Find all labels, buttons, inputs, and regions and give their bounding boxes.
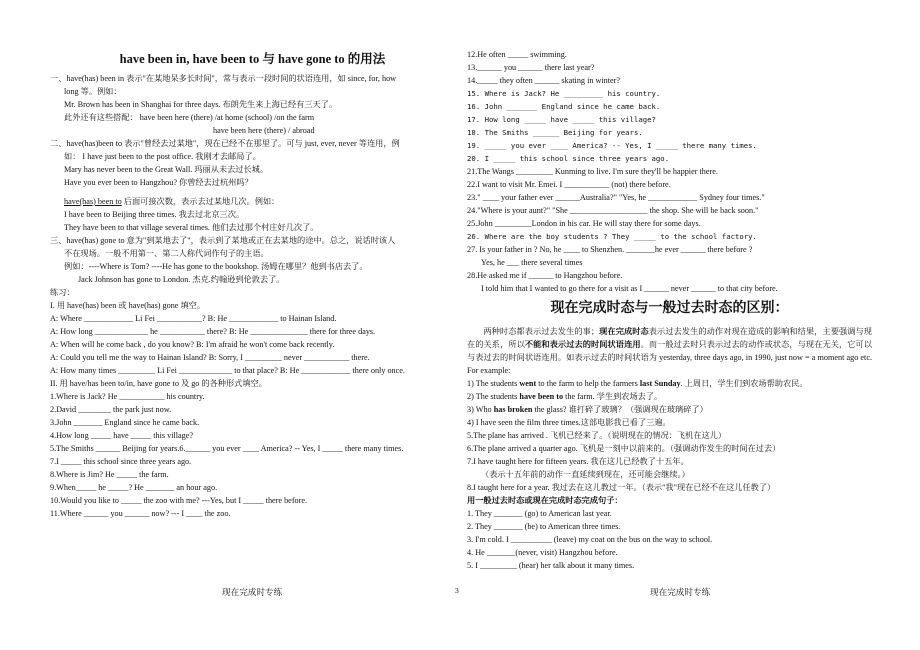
intro-part-e: 。而一般过去时只表示过去的动作或状态，与现在无关，它可以与表过去的时间状语连用。如表示过去的时间状语为 yesterday, three days ago, in 1990, just now = a moment ago etc. For example: (467, 340, 872, 375)
section1-example: Mr. Brown has been in Shanghai for three days. 布朗先生来上海已经有三天了。 (64, 100, 338, 109)
right-footer: 现在完成时专练 (650, 587, 711, 597)
part2-q3: 3.John _______ England since he came back. (50, 418, 200, 427)
part1-instruction: I. 用 have(has) been 或 have(has) gone 填空。 (50, 301, 206, 310)
q28-continuation: I told him that I wanted to go there for a visit as I ______ never ______ to that city before. (481, 284, 778, 293)
example-1-e: . 上周日，学生们到农场帮助农民。 (680, 379, 808, 388)
section2-times-text: 后面可接次数，表示去过某地几次。例如： (121, 197, 280, 206)
q23: 23." ____ your father ever ______Australia?" "Yes, he ____________ Sydney four times." (467, 193, 765, 202)
q27: 27. Is your father in ? No, he ____ to Shenzhen. _______he ever ______ there before ? (467, 245, 753, 254)
right-column (467, 48, 872, 572)
part2-q5-q6: 5.The Smiths ______ Beijing for years.6.______ you ever ____ America? -- Yes, I _____ there many times. (50, 444, 404, 453)
fill-q2: 2. They _______ (be) to American three times. (467, 522, 621, 531)
left-column (50, 48, 455, 520)
part2-q2: 2.David ________ the park just now. (50, 405, 172, 414)
part1-q3: A: When will he come back , do you know? B: I'm afraid he won't come back recently. (50, 340, 335, 349)
section2-line2: 如： I have just been to the post office. 我刚才去邮局了。 (64, 152, 261, 161)
q17: 17. How long _____ have _____ this village? (467, 115, 656, 124)
section2-example-4: They have been to that village several times. 他们去过那个村庄好几次了。 (64, 223, 319, 232)
left-title: have been in, have been to 与 have gone to 的用法 (119, 52, 386, 66)
part2-q8: 8.Where is Jim? He _____ the farm. (50, 470, 169, 479)
example-2-a: 2) The students (467, 392, 520, 401)
part1-q1: A: Where ____________ Li Fei ___________? B: He ____________ to Hainan Island. (50, 314, 337, 323)
section1-line1: 一、have(has) been in 表示"在某地呆多长时间"，常与表示一段时间的状语连用，如 since, for, how (50, 74, 397, 83)
part1-q5: A: How many times _________ Li Fei _____________ to that place? B: He ____________ there only once. (50, 366, 405, 375)
example-6: 6.The plane arrived a quarter ago. 飞机是一刻中以前来的。（强调动作发生的时间在过去） (467, 444, 781, 453)
exercise-heading: 练习： (50, 288, 75, 297)
example-3-a: 3) Who (467, 405, 494, 414)
fill-q4: 4. He _______(never, visit) Hangzhou before. (467, 548, 618, 557)
section2-example-2: Have you ever been to Hangzhou? 你曾经去过杭州吗？ (64, 178, 253, 187)
comparison-intro (467, 325, 872, 377)
intro-emphasis: 不能和表示过去的时间状语连用 (524, 340, 641, 349)
fill-q3: 3. I'm cold. I __________ (leave) my coat on the bus on the way to school. (467, 535, 713, 544)
part2-q1: 1.Where is Jack? He ___________ his country. (50, 392, 205, 401)
q14: 14._____ they often ______ skating in winter? (467, 76, 621, 85)
q19: 19. _____ you ever ____ America? -- Yes, I _____ there many times. (467, 141, 757, 150)
q12: 12.He often _____ swimming. (467, 50, 567, 59)
section3-example-2: Jack Johnson has gone to London. 杰克.约翰逊到伦敦去了。 (78, 275, 285, 284)
page-number: 3 (455, 586, 459, 595)
part2-q10: 10.Would you like to _____ the zoo with me? ---Yes, but I _____ there before. (50, 496, 308, 505)
left-footer: 现在完成时专练 (222, 587, 283, 597)
part2-q4: 4.How long _____ have _____ this village? (50, 431, 194, 440)
fill-instruction: 用一般过去时态或现在完成时态完成句子： (467, 496, 623, 505)
section2-example-3: I have been to Beijing three times. 我去过北京三次。 (64, 210, 245, 219)
section2-example-1: Mary has never been to the Great Wall. 玛丽从未去过长城。 (64, 165, 269, 174)
q25: 25.John _________London in his car. He will stay there for some days. (467, 219, 701, 228)
part2-q7: 7.I _____ this school since three years ago. (50, 457, 192, 466)
q16: 16. John _______ England since he came back. (467, 102, 661, 111)
section3-line2: 不在现场。一般不用第一、第二人称代词作句子的主语。 (64, 249, 269, 258)
example-8: 8.I taught here for a year. 我过去在这儿教过一年。（表示"我"现在已经不在这儿任教了） (467, 483, 776, 492)
example-1-time: last Sunday (639, 379, 681, 388)
example-3-verb: has broken (493, 405, 533, 414)
intro-term-present-perfect: 现在完成时态 (599, 327, 649, 336)
part1-q2: A: How long _____________ he ___________ there? B: He ______________ there for three days. (50, 327, 376, 336)
example-3-c: the glass? 谁打碎了玻璃？（强调现在玻璃碎了） (532, 405, 708, 414)
example-5: 5.The plane has arrived . 飞机已经来了。（说明现在的情况：飞机在这儿） (467, 431, 727, 440)
example-2-verb: have been to (519, 392, 564, 401)
example-7-note: （表示十五年前的动作一直延续到现在，还可能会继续。） (481, 470, 690, 479)
section2-times-note (50, 195, 455, 208)
comparison-title: 现在完成时态与一般过去时态的区别： (550, 301, 789, 316)
q27-answer-line: Yes, he ___ there several times (481, 258, 583, 267)
example-7: 7.I have taught here for fifteen years. 我在这儿已经教了十五年。 (467, 457, 689, 466)
intro-part-c: 表示过去发生的动作对现在造成的影响和结果，主要强调与现在的关系，所以 (467, 327, 872, 349)
section2-line1: 二、have(has)been to 表示"曾经去过某地"，现在已经不在那里了。可与 just, ever, never 等连用，例 (50, 139, 400, 148)
example-4: 4) I have seen the film three times.这部电影我已看了三遍。 (467, 418, 671, 427)
q13: 13.______ you ______ there last year? (467, 63, 595, 72)
section1-collocation-2: have been here (there) / abroad (213, 126, 315, 135)
section3-example-1: 例如：----Where is Tom? ----He has gone to the bookshop. 汤姆在哪里？他到书店去了。 (64, 262, 368, 271)
example-3 (467, 403, 872, 416)
part2-q9: 9.When_____ he _____? He _______ an hour ago. (50, 483, 218, 492)
q20: 20. I _____ this school since three years ago. (467, 154, 670, 163)
part2-instruction: II. 用 have/has been to/in, have gone to 及 go 的各种形式填空。 (50, 379, 267, 388)
example-2-c: the farm. 学生到农场去了。 (563, 392, 663, 401)
q22: 22.I want to visit Mr. Emei. I ___________ (not) there before. (467, 180, 671, 189)
example-1-verb: went (519, 379, 537, 388)
fill-q5: 5. I _________ (hear) her talk about it many times. (467, 561, 635, 570)
q18: 18. The Smiths ______ Beijing for years. (467, 128, 643, 137)
section1-collocation-1: 此外还有这些搭配： have been here (there) /at home (school) /on the farm (64, 113, 315, 122)
example-1-a: 1) The students (467, 379, 520, 388)
intro-part-a: 两种时态都表示过去发生的事； (483, 327, 600, 336)
part2-q11: 11.Where ______ you ______ now? --- I ____ the zoo. (50, 509, 231, 518)
q15: 15. Where is Jack? He _________ his country. (467, 89, 661, 98)
example-2 (467, 390, 872, 403)
example-1 (467, 377, 872, 390)
q21: 21.The Wangs _________ Kunming to live. I'm sure they'll be happier there. (467, 167, 718, 176)
section1-line2: long 等。例如： (64, 87, 122, 96)
part1-q4: A: Could you tell me the way to Hainan Island? B: Sorry, I _________ never ___________ there. (50, 353, 370, 362)
q24: 24."Where is your aunt?" "She ___________________ the shop. She will be back soon." (467, 206, 759, 215)
q28: 28.He asked me if ______ to Hangzhou before. (467, 271, 623, 280)
section2-times-term: have(has) been to (64, 197, 122, 206)
example-1-c: to the farm to help the farmers (536, 379, 640, 388)
q26: 26. Where are the boy students ? They _____ to the school factory. (467, 232, 757, 241)
section3-line1: 三、have(has) gone to 意为"到某地去了"，表示到了某地或正在去某地的途中。总之，说话时该人 (50, 236, 396, 245)
fill-q1: 1. They _______ (go) to American last year. (467, 509, 612, 518)
